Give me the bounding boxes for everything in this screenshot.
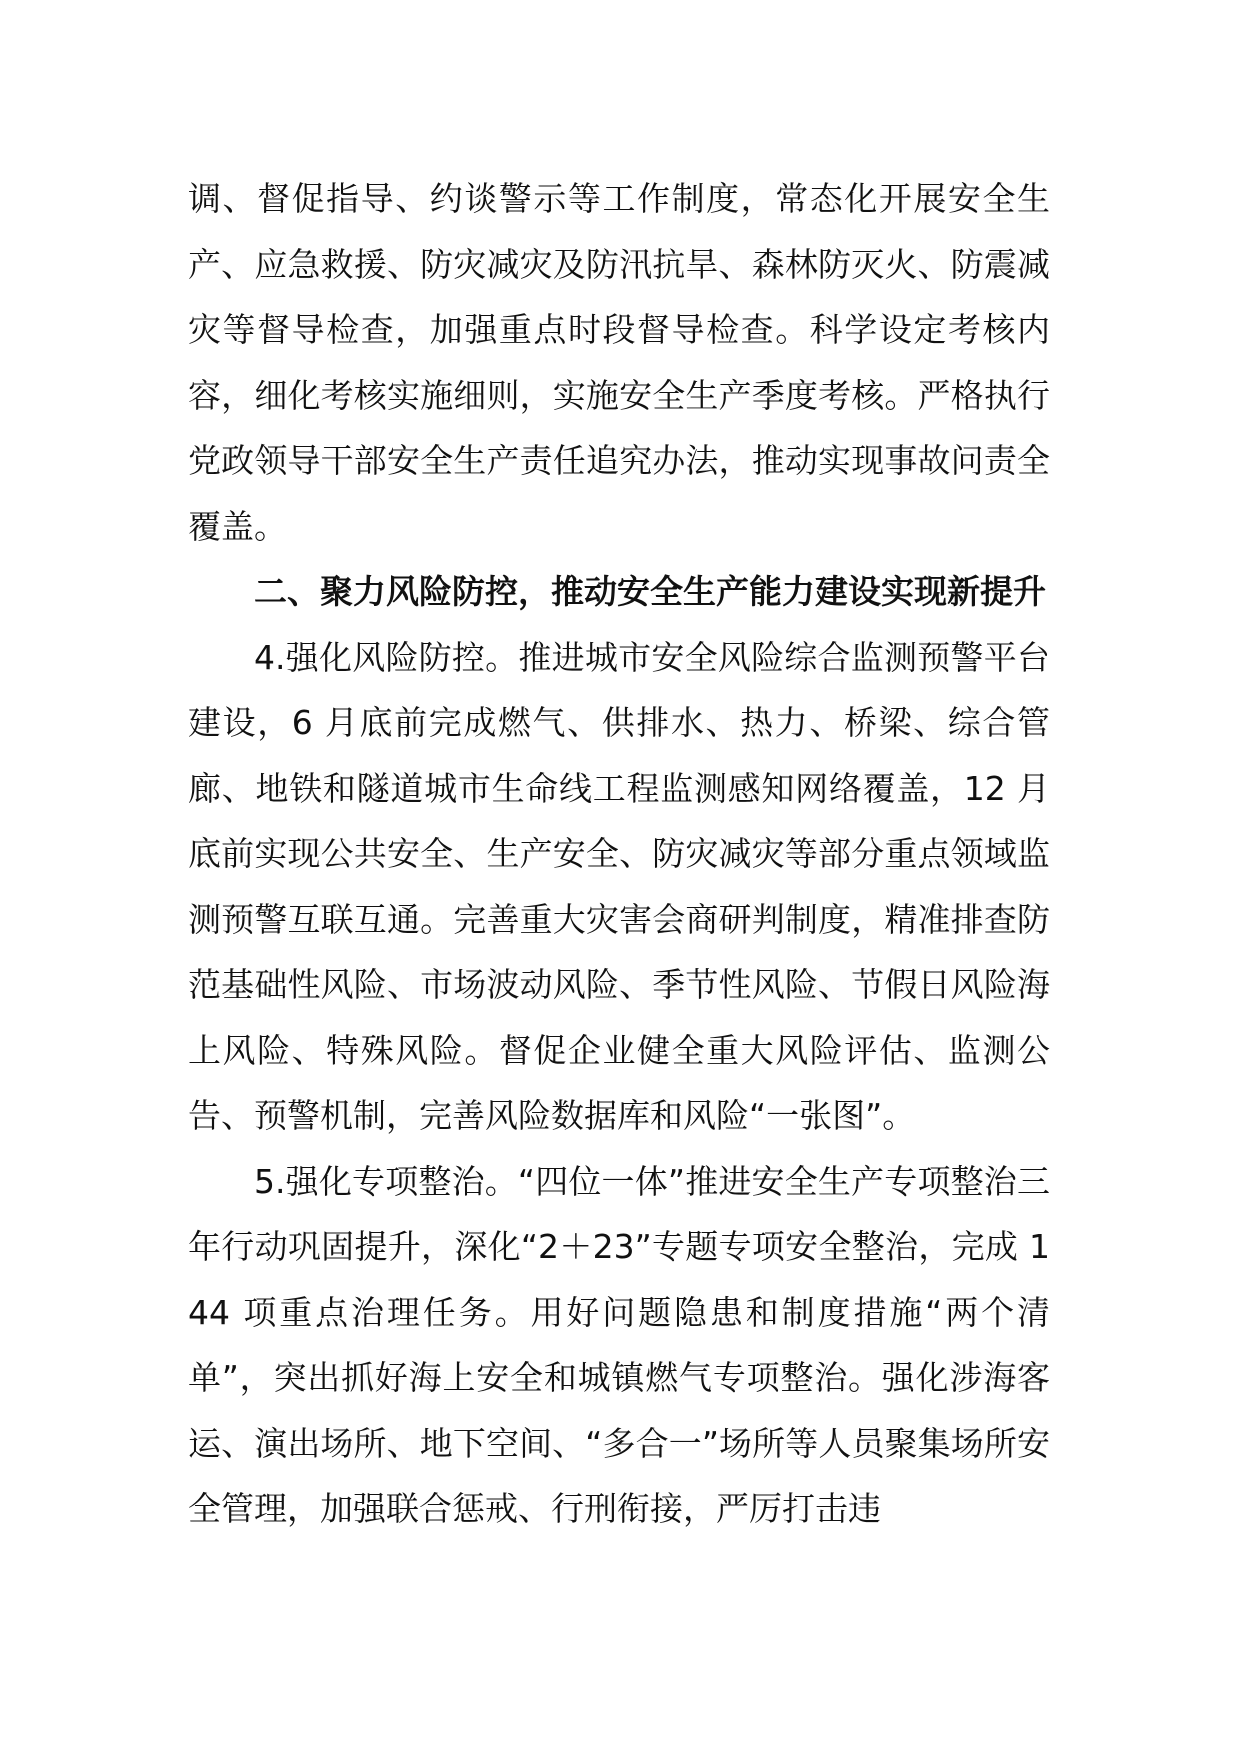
body-paragraph-risk-control: 4.强化风险防控。推进城市安全风险综合监测预警平台建设，6 月底前完成燃气、供排水、热力、桥梁、综合管廊、地铁和隧道城市生命线工程监测感知网络覆盖，12 月底前实现公共安全、生产安全、防灾减灾等部分重点领域监测预警互联互通。完善重大灾害会商研判制度，精准排查防范基础性风险、市场波动风险、季节性风险、节假日风险海上风险、特殊风险。督促企业健全重大风险评估、监测公告、预警机制，完善风险数据库和风险“一张图”。 [188,637,1050,1135]
body-paragraph-special-rectification: 5.强化专项整治。“四位一体”推进安全生产专项整治三年行动巩固提升，深化“2＋23”专题专项安全整治，完成 144 项重点治理任务。用好问题隐患和制度措施“两个清单”，突出抓好海上安全和城镇燃气专项整治。强化涉海客运、演出场所、地下空间、“多合一”场所等人员聚集场所安全管理，加强联合惩戒、行刑衔接，严厉打击违 [188,1161,1050,1528]
body-paragraph-1: 调、督促指导、约谈警示等工作制度，常态化开展安全生产、应急救援、防灾减灾及防汛抗旱、森林防灭火、防震减灾等督导检查，加强重点时段督导检查。科学设定考核内容，细化考核实施细则，实施安全生产季度考核。严格执行党政领导干部安全生产责任追究办法，推动实现事故问责全覆盖。 [188,179,1050,546]
section-heading: 二、聚力风险防控，推动安全生产能力建设实现新提升 [254,572,1046,611]
document-body [188,166,1050,1542]
